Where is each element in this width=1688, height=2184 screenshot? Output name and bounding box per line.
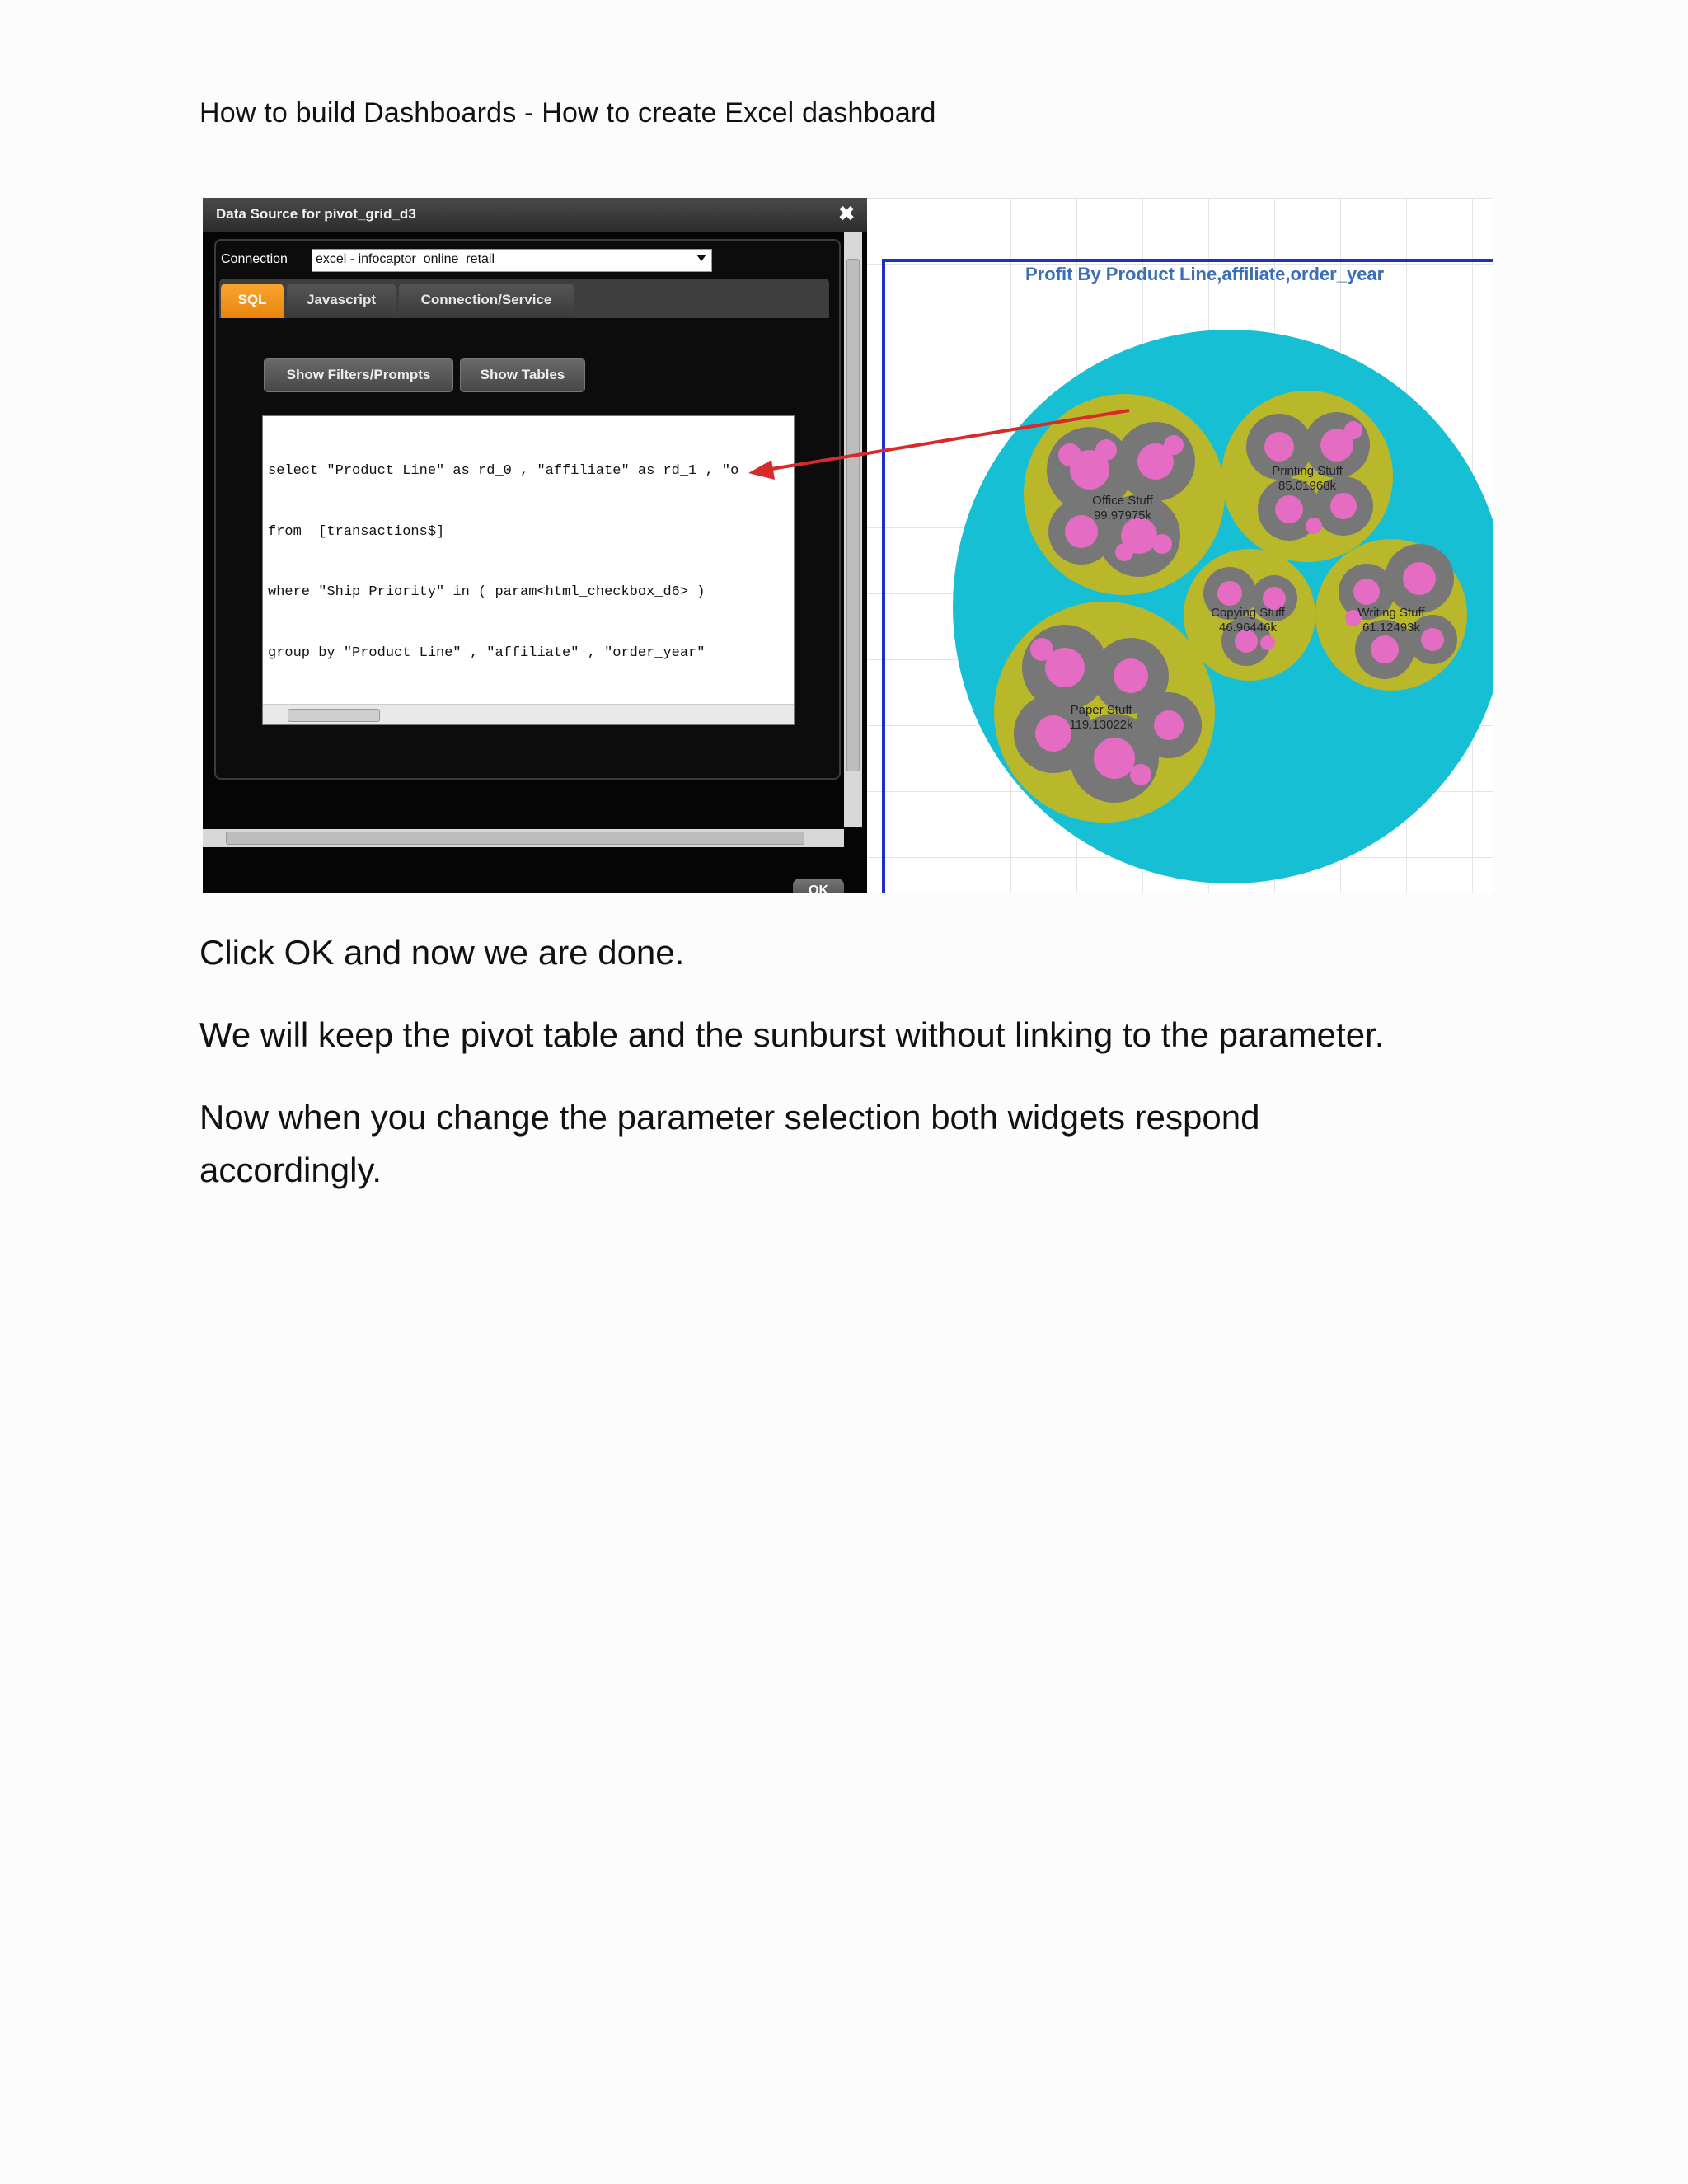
node-value: 99.97975k	[1093, 509, 1152, 523]
connection-value: excel - infocaptor_online_retail	[316, 252, 495, 266]
connection-label: Connection	[221, 252, 288, 266]
show-tables-button[interactable]: Show Tables	[460, 358, 585, 392]
node-label: Paper Stuff	[1070, 703, 1132, 717]
ok-button[interactable]: OK	[793, 879, 844, 893]
node-label: Office Stuff	[1092, 494, 1153, 508]
paragraph: We will keep the pivot table and the sunburst without linking to the parameter.	[199, 1015, 1385, 1054]
tab-bar	[219, 279, 829, 318]
dialog-titlebar[interactable]	[203, 198, 867, 232]
chart-title: Profit By Product Line,affiliate,order_year	[1025, 264, 1385, 284]
chevron-down-icon[interactable]	[696, 255, 706, 261]
sql-editor[interactable]	[262, 415, 795, 725]
scroll-thumb[interactable]	[846, 259, 860, 771]
paragraph: Click OK and now we are done.	[199, 933, 685, 972]
page-title: How to build Dashboards - How to create Excel dashboard	[199, 97, 936, 129]
circle-pack-chart-panel	[867, 198, 1493, 893]
close-icon[interactable]: ✖	[837, 201, 856, 226]
dialog-horizontal-scrollbar[interactable]	[203, 829, 844, 847]
sql-line: group by "Product Line" , "affiliate" , "order_year"	[268, 644, 706, 661]
connection-select[interactable]	[312, 249, 712, 272]
sql-line: where "Ship Priority" in ( param<html_checkbox_d6> )	[268, 584, 706, 600]
node-value: 46.96446k	[1218, 621, 1278, 635]
node-value: 61.12493k	[1362, 621, 1421, 635]
node-label: Writing Stuff	[1357, 606, 1425, 620]
dialog-vertical-scrollbar[interactable]	[844, 232, 862, 827]
node-value: 119.13022k	[1069, 718, 1133, 732]
data-source-dialog	[203, 198, 867, 893]
editor-horizontal-scrollbar[interactable]	[263, 704, 794, 724]
show-filters-button[interactable]: Show Filters/Prompts	[264, 358, 453, 392]
tab-connection-service[interactable]: Connection/Service	[399, 284, 574, 318]
dialog-title: Data Source for pivot_grid_d3	[216, 206, 416, 222]
paragraph: accordingly.	[199, 1151, 382, 1189]
scroll-thumb[interactable]	[226, 832, 804, 845]
node-label: Printing Stuff	[1272, 464, 1343, 478]
node-value: 85.01968k	[1278, 479, 1337, 493]
circle-pack-chart	[867, 198, 1493, 893]
sql-line: select "Product Line" as rd_0 , "affiliate" as rd_1 , "o	[268, 463, 739, 479]
sql-line: from [transactions$]	[268, 523, 445, 540]
node-label: Copying Stuff	[1211, 606, 1285, 620]
paragraph: Now when you change the parameter selection both widgets respond	[199, 1098, 1260, 1137]
tab-sql[interactable]: SQL	[221, 284, 284, 318]
scroll-thumb[interactable]	[288, 709, 380, 722]
tab-javascript[interactable]: Javascript	[287, 284, 396, 318]
